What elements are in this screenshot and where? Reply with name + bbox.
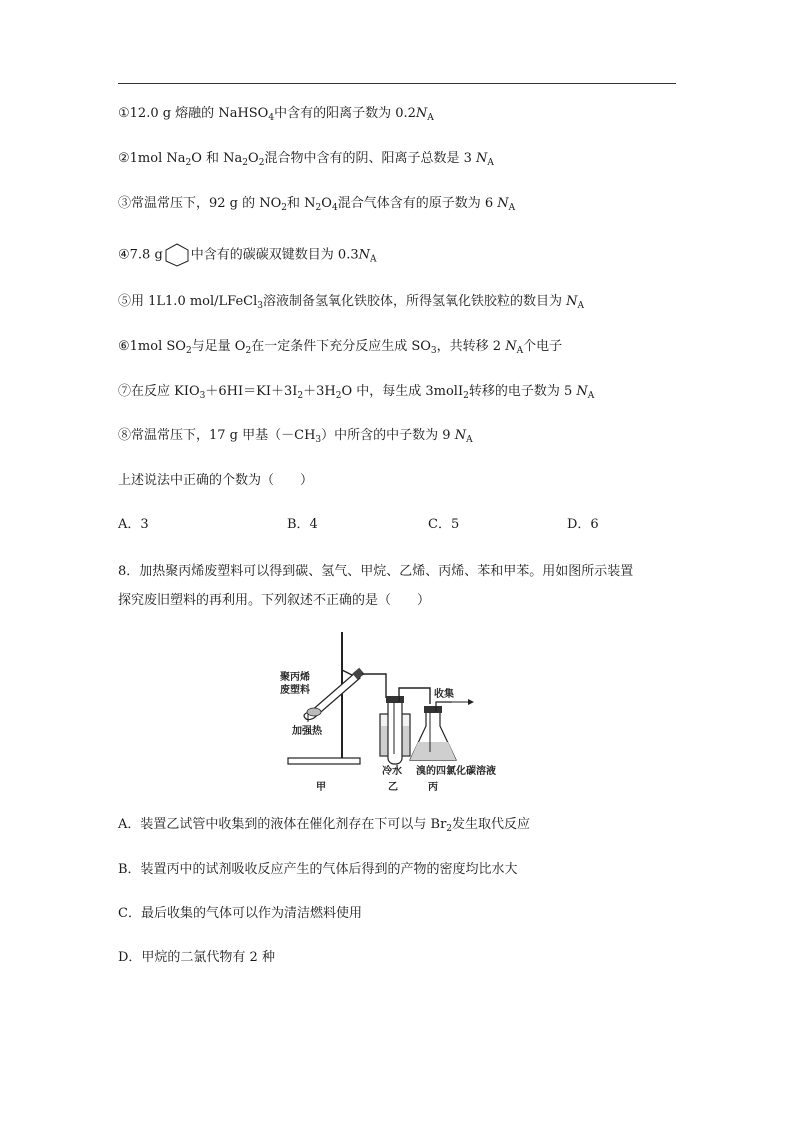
- q7-option-b[interactable]: B．4: [287, 517, 318, 532]
- iron-stand: [288, 632, 360, 764]
- label-cold-water: 冷水: [382, 766, 402, 777]
- label-strong-heat: 加强热: [292, 726, 322, 737]
- header-rule: [118, 83, 676, 84]
- label-collect: 收集: [434, 689, 454, 700]
- statement-7: ⑦在反应 $KIO_3+6HI=KI+3I_2+3H_2O$ 中，每生成 3molI$_2$转移的电子数为 5 $N_A$: [118, 384, 595, 401]
- label-bing: 丙: [428, 782, 438, 793]
- statement-8: ⑧常温常压下，17 g 甲基$(-CH_3)$中所含的中子数为 9 $N_A$: [118, 428, 473, 445]
- heated-test-tube: [304, 668, 364, 720]
- q8-option-b[interactable]: B．装置丙中的试剂吸收反应产生的气体后得到的产物的密度均比水大: [118, 862, 518, 877]
- statement-6: ⑥1mol $SO_2$与足量 $O_2$在一定条件下充分反应生成 $SO_3$，共转移 2 $N_A$个电子: [118, 339, 563, 356]
- statement-5: ⑤用 1L1.0 mol/LFeCl$_3$溶液制备氢氧化铁胶体，所得氢氧化铁胶粒的数目为 $N_A$: [118, 294, 585, 311]
- label-yi: 乙: [388, 782, 398, 793]
- q7-option-a[interactable]: A．3: [118, 517, 149, 532]
- question-7-prompt: 上述说法中正确的个数为（ ）: [118, 473, 314, 488]
- label-bromine-solution: 溴的四氯化碳溶液: [416, 766, 496, 777]
- q8-option-c[interactable]: C．最后收集的气体可以作为清洁燃料使用: [118, 906, 362, 921]
- label-polypropylene: 聚丙烯: [280, 672, 310, 683]
- experiment-apparatus-figure: [280, 630, 520, 800]
- delivery-tube-1: [362, 674, 386, 698]
- statement-2: ②1mol $Na_2O$ 和 $Na_2O_2$混合物中含有的阴、阳离子总数是 3 $N_A$: [118, 151, 494, 168]
- label-waste-plastic: 废塑料: [280, 685, 310, 696]
- q8-option-d[interactable]: D．甲烷的二氯代物有 2 种: [118, 950, 275, 965]
- question-8-stem-line1: 8．加热聚丙烯废塑料可以得到碳、氢气、甲烷、乙烯、丙烯、苯和甲苯。用如图所示装置: [118, 564, 634, 579]
- statement-3: ③常温常压下，92 g 的 $NO_2$和 $N_2O_4$混合气体含有的原子数为 6 $N_A$: [118, 196, 516, 213]
- statement-1: ①12.0 g 熔融的 NaHSO$_4$中含有的阳离子数为 $0.2N_A$: [118, 106, 434, 123]
- question-8-stem-line2: 探究废旧塑料的再利用。下列叙述不正确的是（ ）: [118, 593, 431, 608]
- q7-option-d[interactable]: D．6: [567, 517, 599, 532]
- q7-option-c[interactable]: C．5: [428, 517, 460, 532]
- bromine-flask: [410, 699, 474, 760]
- q8-option-a[interactable]: A．装置乙试管中收集到的液体在催化剂存在下可以与 $Br_2$发生取代反应: [118, 817, 531, 834]
- benzene-structure-icon: [164, 243, 190, 267]
- statement-4: ④7.8 g 中含有的碳碳双键数目为 $0.3N_A$: [118, 243, 376, 268]
- label-jia: 甲: [316, 782, 326, 793]
